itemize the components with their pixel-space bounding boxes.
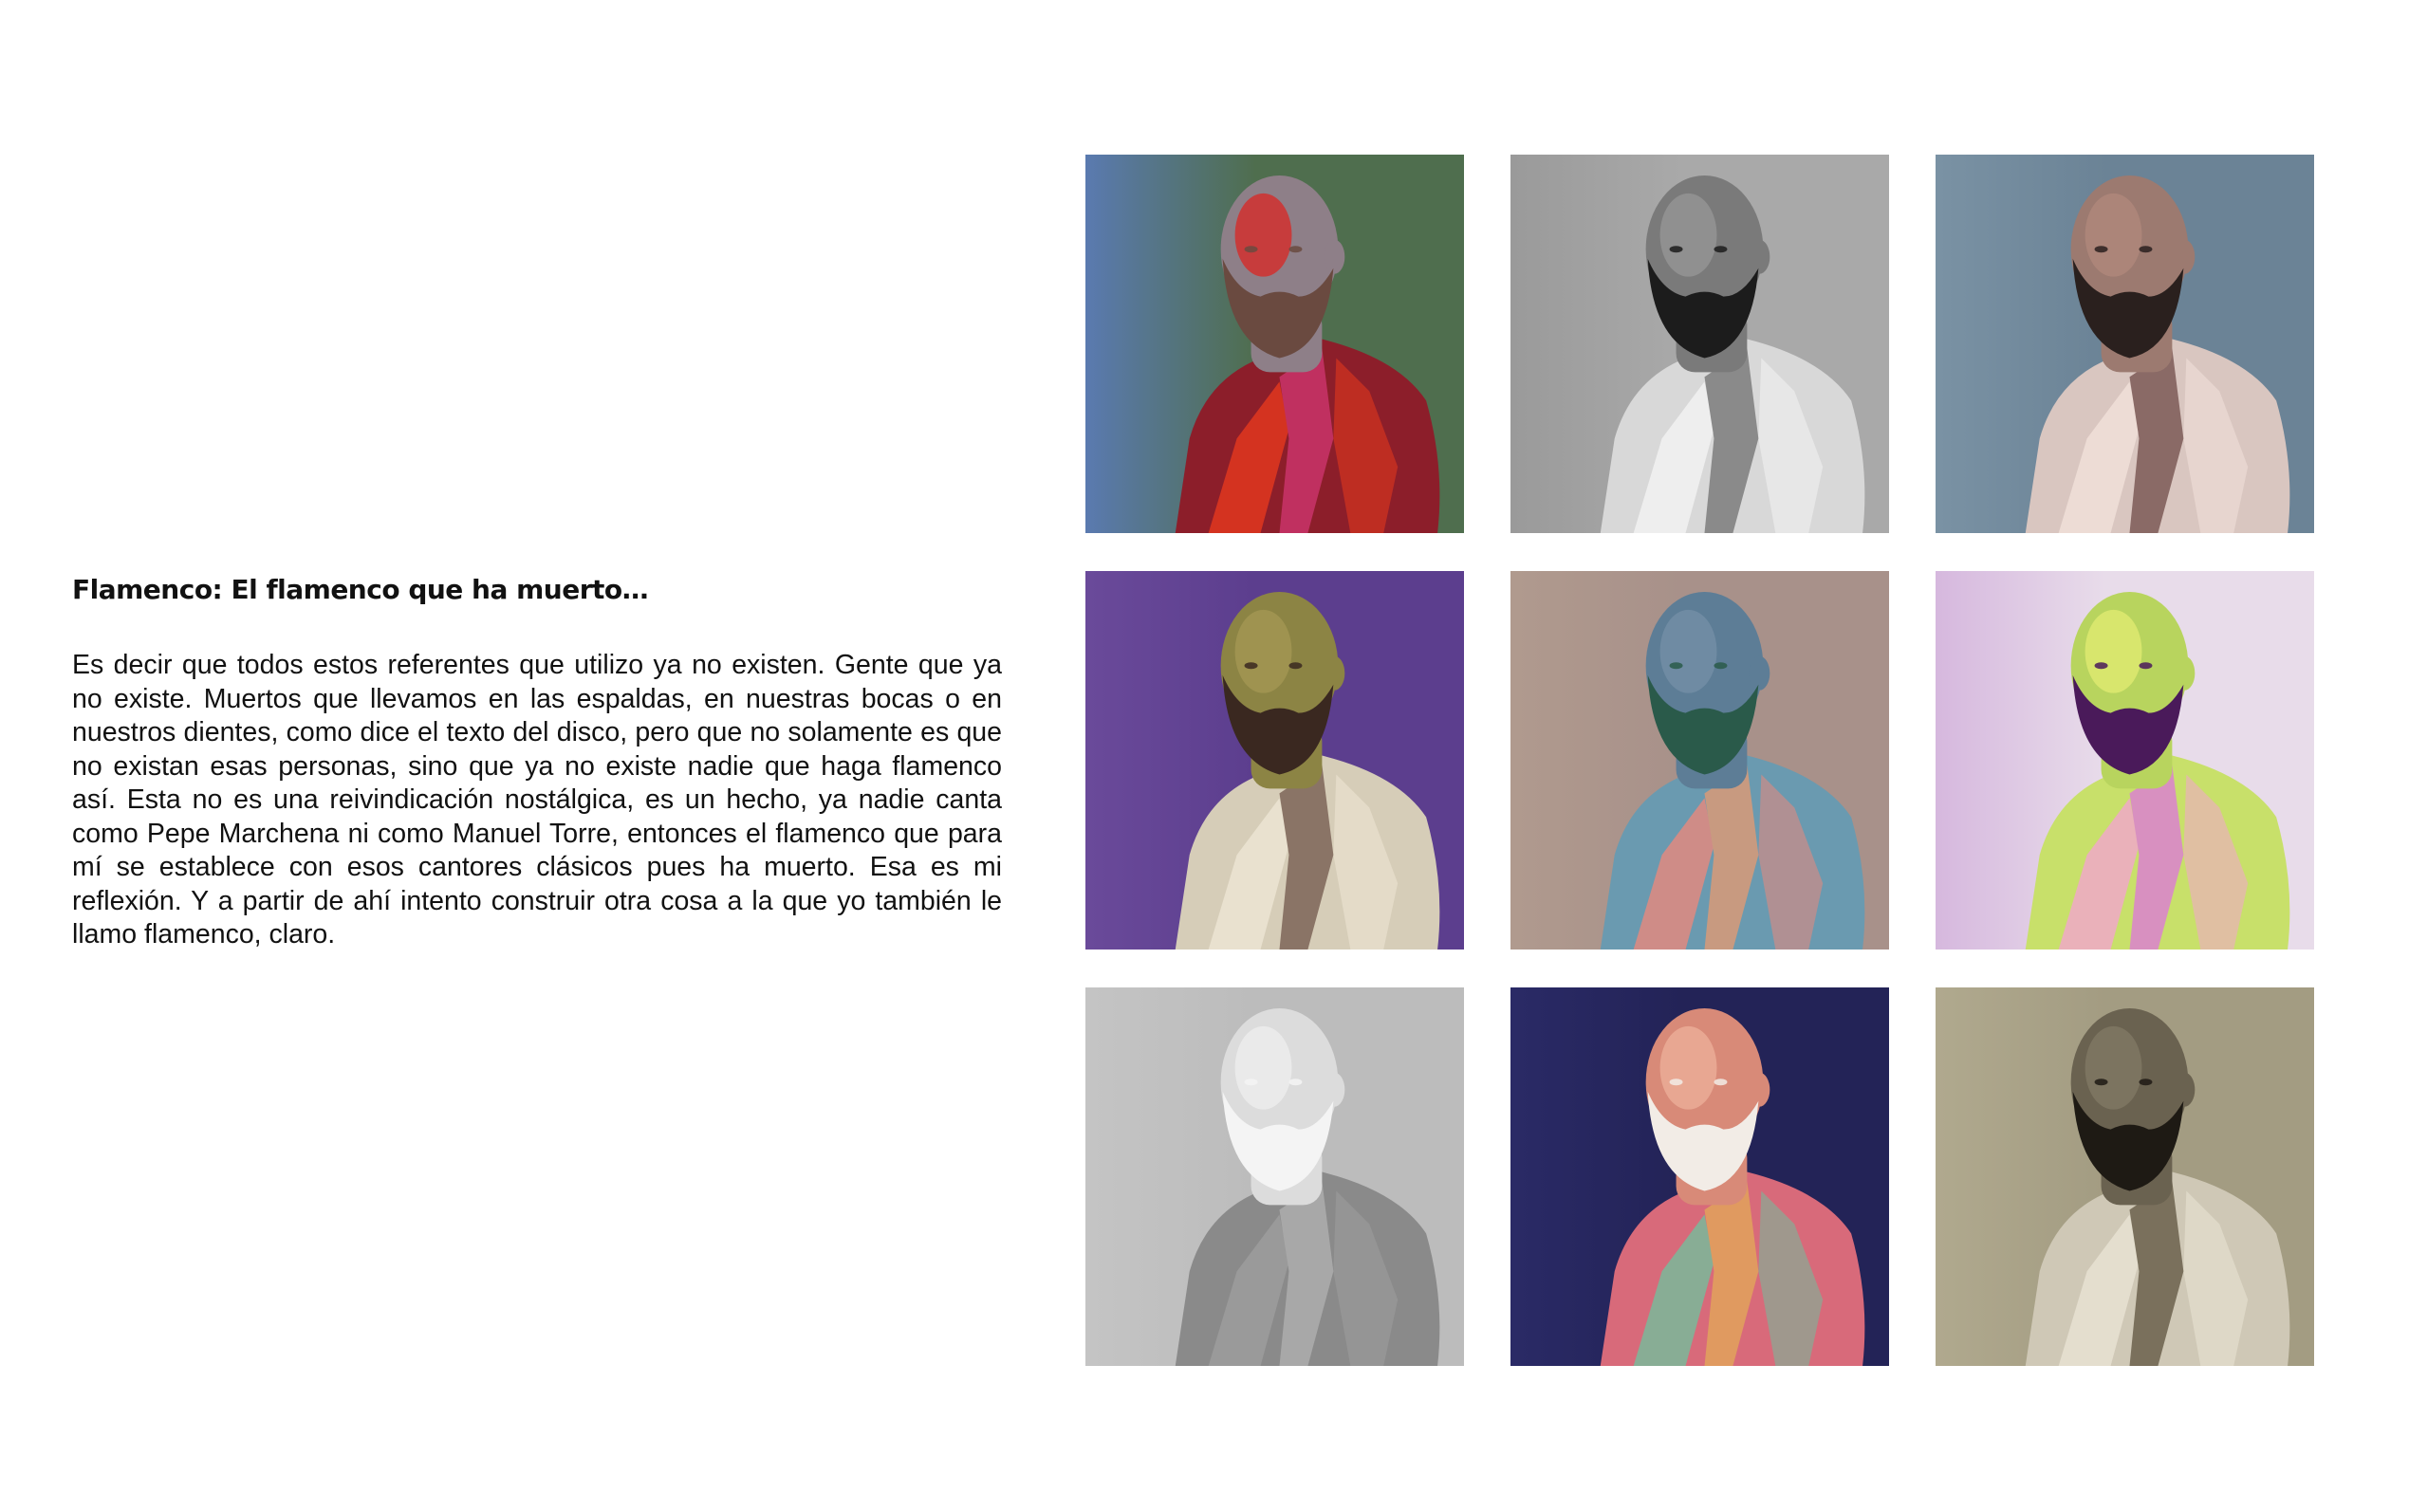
portrait-image: [1085, 987, 1464, 1366]
portrait-eye: [2139, 662, 2152, 669]
portrait-grid: [1085, 155, 2314, 1366]
portrait-image: [1510, 987, 1889, 1366]
portrait-ear: [2174, 240, 2195, 274]
portrait-eye: [1714, 1079, 1727, 1085]
portrait-eye: [1245, 246, 1258, 252]
portrait-face-highlight: [2085, 194, 2142, 277]
portrait-tile: [1085, 155, 1464, 533]
portrait-image: [1936, 571, 2314, 950]
portrait-eye: [1245, 662, 1258, 669]
portrait-tile: [1936, 987, 2314, 1366]
portrait-eye: [1670, 246, 1683, 252]
portrait-eye: [2095, 1079, 2108, 1085]
article-body: Es decir que todos estos referentes que utilizo ya no existen. Gente que ya no existe. Muertos que llevamos en las espaldas, en nuestras bocas o en nuestros dientes, como dice el texto del disco, pero que no solamente es que no existan esas personas, sino que ya no existe nadie que haga flamenco así. Esta no es una reivindicación nostálgica, es un hecho, ya nadie canta como Pepe Marchena ni como Manuel Torre, entonces el flamenco que para mí se establece con esos cantores clásicos pues ha muerto. Esa es mi reflexión. Y a partir de ahí intento construir otra cosa a la que yo también le llamo flamenco, claro.: [72, 650, 1002, 950]
portrait-tile: [1510, 155, 1889, 533]
portrait-eye: [1245, 1079, 1258, 1085]
portrait-eye: [2095, 246, 2108, 252]
portrait-image: [1936, 155, 2314, 533]
portrait-face-highlight: [1235, 1026, 1292, 1110]
portrait-ear: [1324, 1073, 1344, 1107]
portrait-tile: [1085, 571, 1464, 950]
portrait-ear: [2174, 656, 2195, 691]
article: [72, 573, 1002, 952]
portrait-eye: [1288, 1079, 1302, 1085]
portrait-face-highlight: [1235, 610, 1292, 693]
portrait-eye: [1288, 662, 1302, 669]
portrait-tile: [1936, 155, 2314, 533]
portrait-eye: [2095, 662, 2108, 669]
portrait-face-highlight: [1660, 610, 1717, 693]
portrait-face-highlight: [2085, 1026, 2142, 1110]
portrait-eye: [1714, 246, 1727, 252]
portrait-ear: [1749, 1073, 1770, 1107]
portrait-eye: [1670, 1079, 1683, 1085]
portrait-tile: [1510, 571, 1889, 950]
portrait-ear: [1324, 240, 1344, 274]
portrait-face-highlight: [1235, 194, 1292, 277]
portrait-tile: [1085, 987, 1464, 1366]
portrait-image: [1510, 155, 1889, 533]
portrait-eye: [1670, 662, 1683, 669]
portrait-image: [1510, 571, 1889, 950]
portrait-image: [1085, 571, 1464, 950]
portrait-image: [1085, 155, 1464, 533]
portrait-ear: [1324, 656, 1344, 691]
portrait-eye: [2139, 246, 2152, 252]
portrait-image: [1936, 987, 2314, 1366]
portrait-face-highlight: [2085, 610, 2142, 693]
article-heading: Flamenco: El flamenco que ha muerto…: [72, 574, 649, 605]
portrait-ear: [2174, 1073, 2195, 1107]
portrait-tile: [1936, 571, 2314, 950]
portrait-face-highlight: [1660, 1026, 1717, 1110]
portrait-eye: [2139, 1079, 2152, 1085]
portrait-eye: [1714, 662, 1727, 669]
portrait-ear: [1749, 240, 1770, 274]
portrait-tile: [1510, 987, 1889, 1366]
portrait-face-highlight: [1660, 194, 1717, 277]
portrait-ear: [1749, 656, 1770, 691]
portrait-eye: [1288, 246, 1302, 252]
